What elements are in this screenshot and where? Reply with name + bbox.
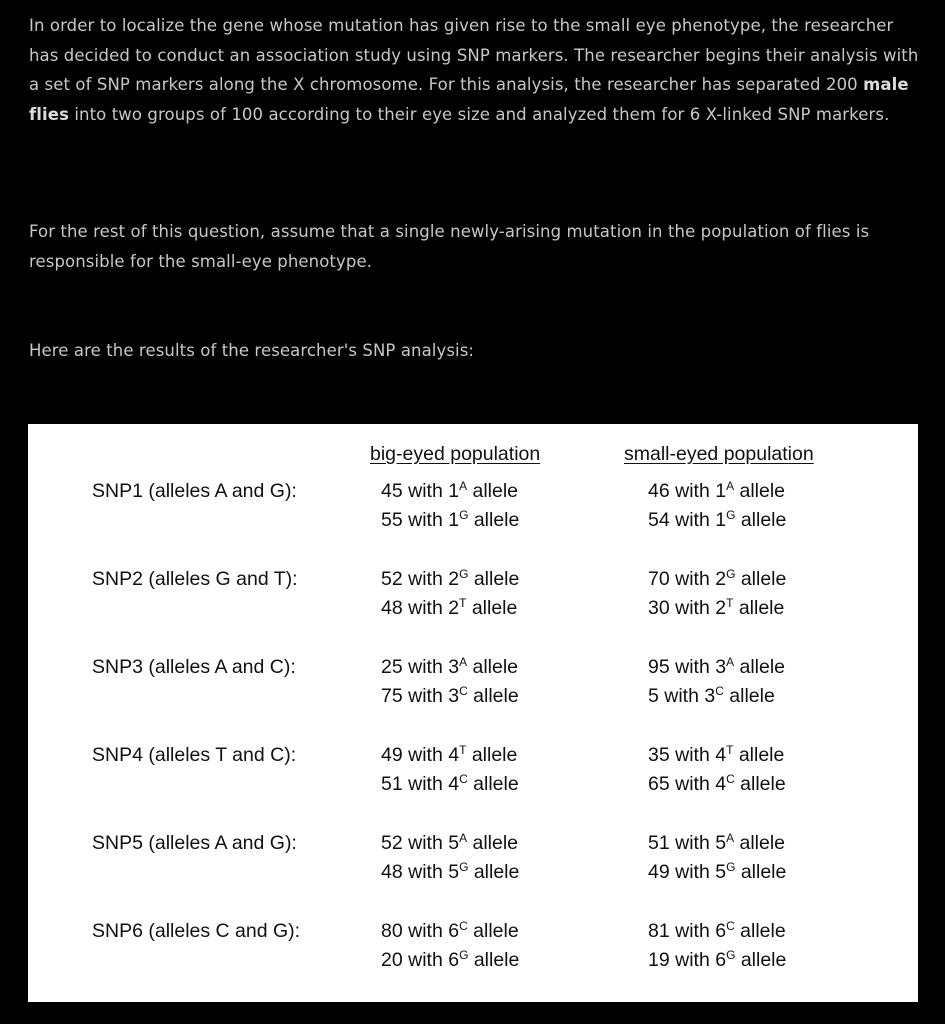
count-text: 51 with 5 [648, 832, 727, 854]
count-text: 70 with 2 [648, 568, 727, 590]
allele-superscript: G [726, 948, 736, 962]
allele-word: allele [467, 920, 519, 942]
intro-text-start: In order to localize the gene whose mutation has given rise to the small eye phenotype, the researcher has decided to conduct an association study using SNP markers. The researcher begins their analysis with a set of SNP markers along the X chromosome. For this analysis, the researcher has separated 200 [29, 16, 919, 94]
small-eyed-allele-count [648, 597, 784, 620]
count-text: 20 with 6 [381, 949, 460, 971]
count-text: 51 with 4 [381, 773, 460, 795]
big-eyed-allele-count [381, 773, 519, 796]
allele-word: allele [466, 597, 518, 619]
results-intro-paragraph: Here are the results of the researcher's SNP analysis: [29, 341, 475, 360]
small-eyed-allele-count [648, 773, 786, 796]
allele-superscript: A [726, 655, 735, 669]
count-text: 55 with 1 [381, 509, 460, 531]
big-eyed-allele-count [381, 685, 519, 708]
big-eyed-allele-count [381, 509, 519, 532]
count-text: 81 with 6 [648, 920, 727, 942]
allele-word: allele [735, 861, 787, 883]
small-eyed-allele-count [648, 656, 785, 679]
big-eyed-allele-count [381, 480, 518, 503]
big-eyed-column-header: big-eyed population [370, 443, 541, 465]
allele-superscript: C [459, 684, 468, 698]
snp-row-label: SNP6 (alleles C and G): [92, 920, 301, 942]
allele-word: allele [734, 920, 786, 942]
allele-word: allele [734, 773, 786, 795]
allele-superscript: C [459, 919, 468, 933]
count-text: 30 with 2 [648, 597, 727, 619]
allele-superscript: G [459, 567, 469, 581]
count-text: 45 with 1 [381, 480, 460, 502]
count-text: 54 with 1 [648, 509, 727, 531]
allele-word: allele [467, 832, 519, 854]
allele-word: allele [723, 685, 775, 707]
big-eyed-allele-count [381, 568, 519, 591]
count-text: 80 with 6 [381, 920, 460, 942]
count-text: 49 with 4 [381, 744, 460, 766]
allele-superscript: G [726, 860, 736, 874]
count-text: 35 with 4 [648, 744, 727, 766]
count-text: 19 with 6 [648, 949, 727, 971]
big-eyed-allele-count [381, 920, 519, 943]
allele-word: allele [468, 949, 520, 971]
snp-row-label: SNP3 (alleles A and C): [92, 656, 296, 678]
allele-word: allele [734, 480, 786, 502]
intro-paragraph [29, 11, 919, 129]
count-text: 48 with 5 [381, 861, 460, 883]
snp-row-label: SNP2 (alleles G and T): [92, 568, 298, 590]
count-text: 49 with 5 [648, 861, 727, 883]
count-text: 95 with 3 [648, 656, 727, 678]
allele-word: allele [467, 685, 519, 707]
count-text: 5 with 3 [648, 685, 716, 707]
small-eyed-allele-count [648, 744, 784, 767]
count-text: 25 with 3 [381, 656, 460, 678]
allele-word: allele [733, 744, 785, 766]
allele-word: allele [468, 509, 520, 531]
allele-word: allele [733, 597, 785, 619]
allele-superscript: A [459, 831, 468, 845]
big-eyed-allele-count [381, 949, 519, 972]
count-text: 52 with 2 [381, 568, 460, 590]
big-eyed-allele-count [381, 861, 519, 884]
allele-superscript: A [726, 479, 735, 493]
count-text: 52 with 5 [381, 832, 460, 854]
big-eyed-allele-count [381, 656, 518, 679]
allele-word: allele [735, 949, 787, 971]
allele-superscript: T [726, 743, 734, 757]
allele-word: allele [467, 480, 519, 502]
allele-superscript: C [459, 772, 468, 786]
small-eyed-allele-count [648, 509, 786, 532]
allele-superscript: C [715, 684, 724, 698]
allele-superscript: G [459, 948, 469, 962]
small-eyed-allele-count [648, 949, 786, 972]
allele-superscript: C [726, 772, 735, 786]
snp-row-label: SNP5 (alleles A and G): [92, 832, 297, 854]
big-eyed-allele-count [381, 597, 517, 620]
allele-superscript: G [726, 567, 736, 581]
small-eyed-allele-count [648, 861, 786, 884]
allele-superscript: C [726, 919, 735, 933]
big-eyed-allele-count [381, 744, 517, 767]
allele-superscript: G [459, 860, 469, 874]
small-eyed-allele-count [648, 920, 786, 943]
small-eyed-allele-count [648, 685, 775, 708]
snp-row-label: SNP4 (alleles T and C): [92, 744, 297, 766]
allele-superscript: G [726, 508, 736, 522]
big-eyed-allele-count [381, 832, 518, 855]
assumption-paragraph: For the rest of this question, assume that a single newly-arising mutation in the population of flies is responsible for the small-eye phenotype. [29, 222, 870, 271]
allele-word: allele [734, 832, 786, 854]
allele-word: allele [735, 568, 787, 590]
allele-superscript: T [726, 596, 734, 610]
allele-superscript: T [459, 743, 467, 757]
count-text: 65 with 4 [648, 773, 727, 795]
allele-word: allele [735, 509, 787, 531]
allele-superscript: G [459, 508, 469, 522]
allele-superscript: T [459, 596, 467, 610]
intro-text-end: into two groups of 100 according to their eye size and analyzed them for 6 X-linked SNP markers. [69, 104, 890, 124]
allele-word: allele [468, 568, 520, 590]
male-flies-emphasis: male flies [29, 75, 909, 124]
snp-results-table [28, 424, 918, 1002]
small-eyed-allele-count [648, 480, 785, 503]
count-text: 75 with 3 [381, 685, 460, 707]
allele-word: allele [734, 656, 786, 678]
small-eyed-allele-count [648, 568, 786, 591]
count-text: 46 with 1 [648, 480, 727, 502]
allele-superscript: A [726, 831, 735, 845]
allele-word: allele [466, 744, 518, 766]
allele-superscript: A [459, 655, 468, 669]
allele-word: allele [468, 861, 520, 883]
small-eyed-allele-count [648, 832, 785, 855]
small-eyed-column-header: small-eyed population [624, 443, 814, 465]
count-text: 48 with 2 [381, 597, 460, 619]
allele-word: allele [467, 656, 519, 678]
allele-word: allele [467, 773, 519, 795]
snp-row-label: SNP1 (alleles A and G): [92, 480, 297, 502]
allele-superscript: A [459, 479, 468, 493]
